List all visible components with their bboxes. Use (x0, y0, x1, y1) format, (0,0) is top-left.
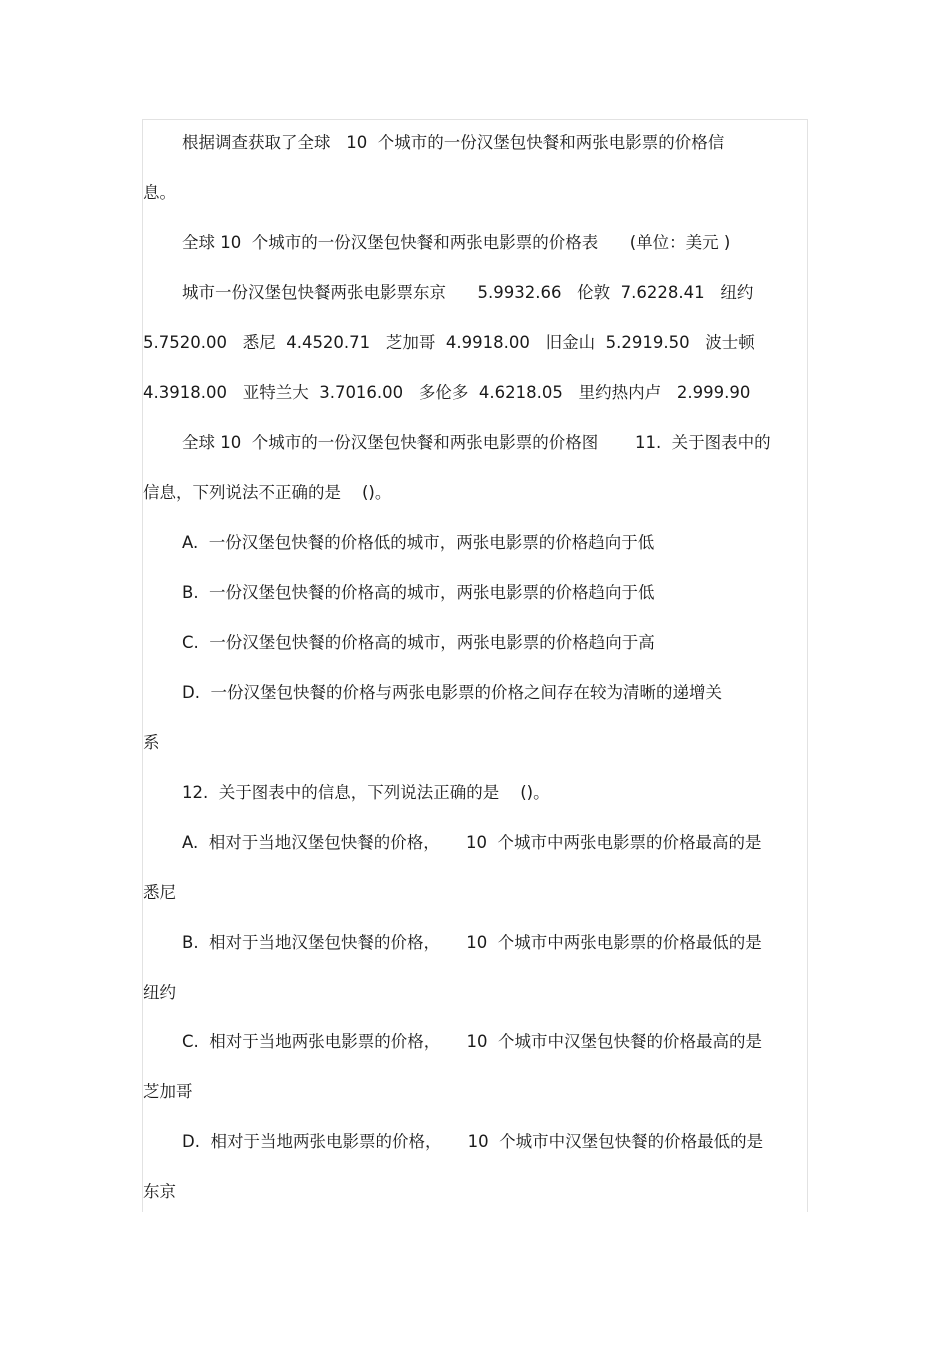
question-11-line-1: 全球 10 个城市的一份汉堡包快餐和两张电影票的价格图 11. 关于图表中的 (182, 433, 771, 452)
q12-option-a-line-2: 悉尼 (143, 883, 176, 902)
q12-option-b-line-2: 纽约 (143, 983, 176, 1002)
intro-line-2: 息。 (143, 183, 176, 202)
q12-option-c-line-1: C. 相对于当地两张电影票的价格， 10 个城市中汉堡包快餐的价格最高的是 (182, 1032, 762, 1051)
q12-option-d-line-1: D. 相对于当地两张电影票的价格， 10 个城市中汉堡包快餐的价格最低的是 (182, 1132, 764, 1151)
question-11-line-2: 信息，下列说法不正确的是 ()。 (143, 483, 392, 502)
table-data-line-1: 城市一份汉堡包快餐两张电影票东京 5.9932.66 伦敦 7.6228.41 纽约 (182, 283, 754, 302)
q12-option-a-line-1: A. 相对于当地汉堡包快餐的价格， 10 个城市中两张电影票的价格最高的是 (182, 833, 762, 852)
q12-option-d-line-2: 东京 (143, 1182, 176, 1201)
table-data-line-3: 4.3918.00 亚特兰大 3.7016.00 多伦多 4.6218.05 里约热内卢 2.999.90 (143, 383, 751, 402)
q11-option-d-line-1: D. 一份汉堡包快餐的价格与两张电影票的价格之间存在较为清晰的递增关 (182, 683, 722, 702)
q11-option-d-line-2: 系 (143, 733, 160, 752)
table-data-line-2: 5.7520.00 悉尼 4.4520.71 芝加哥 4.9918.00 旧金山 5.2919.50 波士顿 (143, 333, 755, 352)
intro-line-1: 根据调查获取了全球 10 个城市的一份汉堡包快餐和两张电影票的价格信 (182, 133, 725, 152)
table-title: 全球 10 个城市的一份汉堡包快餐和两张电影票的价格表 (单位：美元 ) (182, 233, 731, 252)
question-12: 12. 关于图表中的信息，下列说法正确的是 ()。 (182, 783, 550, 802)
q11-option-a: A. 一份汉堡包快餐的价格低的城市，两张电影票的价格趋向于低 (182, 533, 655, 552)
q11-option-c: C. 一份汉堡包快餐的价格高的城市，两张电影票的价格趋向于高 (182, 633, 655, 652)
q11-option-b: B. 一份汉堡包快餐的价格高的城市，两张电影票的价格趋向于低 (182, 583, 655, 602)
q12-option-b-line-1: B. 相对于当地汉堡包快餐的价格， 10 个城市中两张电影票的价格最低的是 (182, 933, 762, 952)
q12-option-c-line-2: 芝加哥 (143, 1082, 193, 1101)
